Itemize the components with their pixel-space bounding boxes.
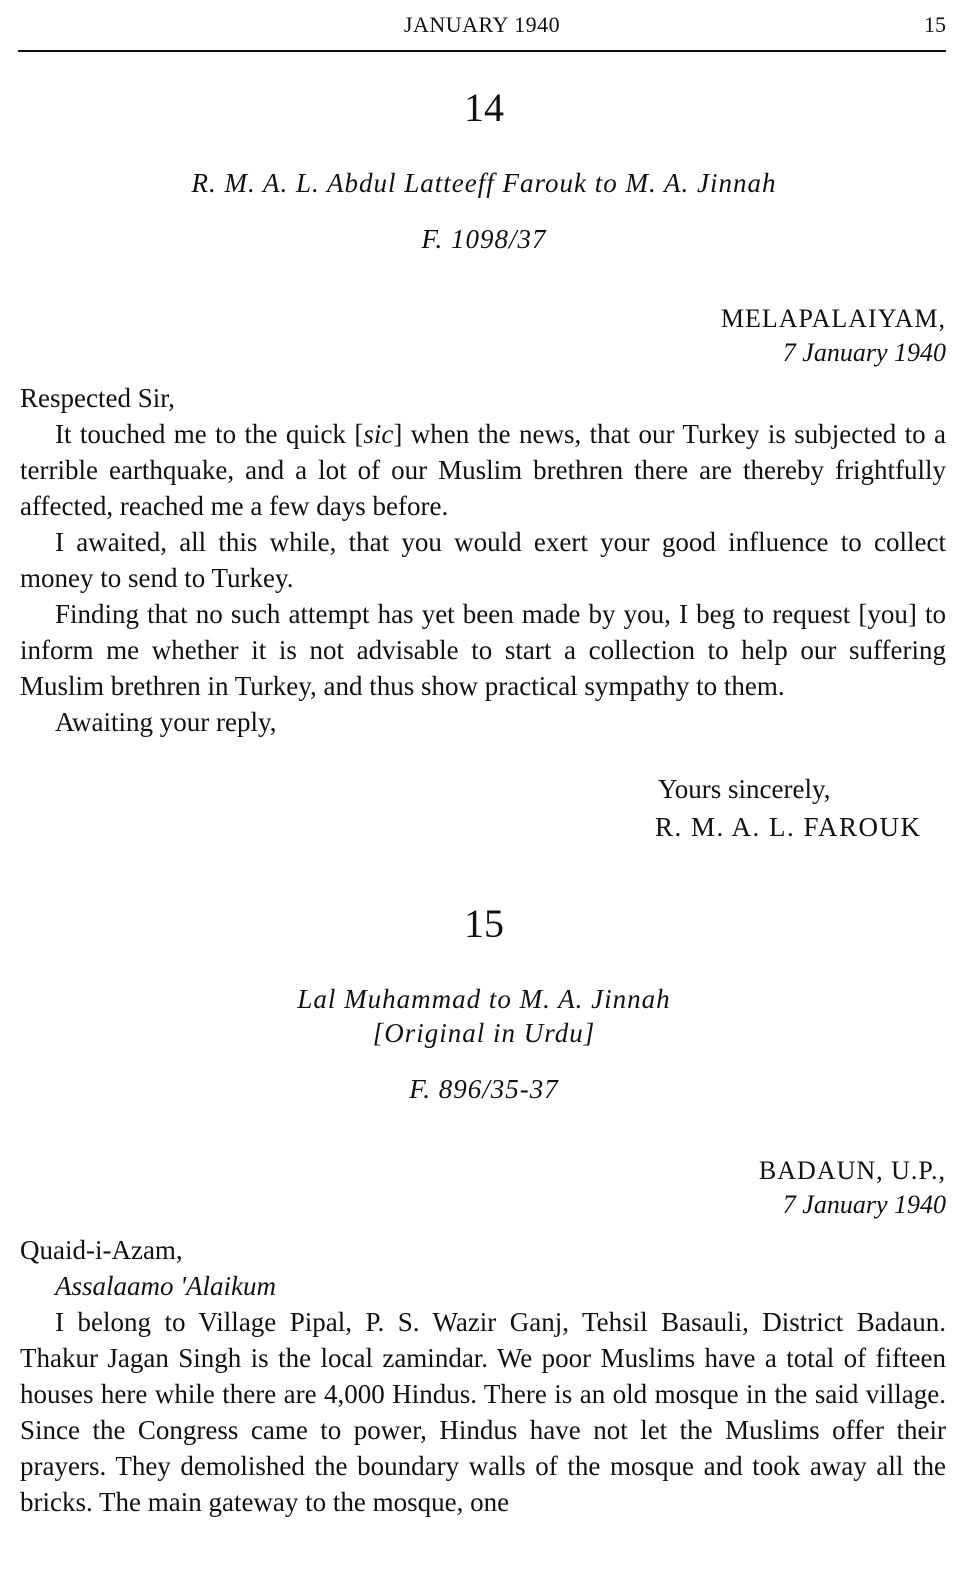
- closing-14: Yours sincerely,: [658, 774, 831, 804]
- document-number-15: 15: [464, 901, 504, 946]
- running-title: JANUARY 1940: [403, 12, 561, 37]
- letter-place-14: MELAPALAIYAM,: [720, 304, 946, 333]
- signature-14: R. M. A. L. FAROUK: [655, 812, 922, 842]
- page-number: 15: [924, 12, 946, 37]
- letter-date-14: 7 January 1940: [782, 338, 946, 367]
- paragraph-15-1: I belong to Village Pipal, P. S. Wazir Ganj, Tehsil Basauli, District Badaun. Thakur Jagan Singh is the local zamindar. We poor Muslims have a total of fifteen houses here while there are 4,000 Hindus. There is an old mosque in the said village. Since the Congress came to power, Hindus have not let the Muslims offer their prayers. They demolished the boundary walls of the mosque and took away all the bricks. The main gateway to the mosque, one: [20, 1307, 946, 1517]
- paragraph-14-1: It touched me to the quick [sic] when the news, that our Turkey is subjected to a terrible earthquake, and a lot of our Muslim brethren there are thereby frightfully affected, reached me a few days before.: [20, 419, 946, 521]
- letter-date-15: 7 January 1940: [782, 1190, 946, 1219]
- greeting-15: Assalaamo 'Alaikum: [55, 1271, 277, 1301]
- letter-body-14: [20, 380, 946, 740]
- paragraph-14-3: Finding that no such attempt has yet been made by you, I beg to request [you] to inform me whether it is not advisable to start a collection to help our suffering Muslim brethren in Turkey, and thus show practical sympathy to them.: [20, 599, 946, 701]
- letter-place-15: BADAUN, U.P.,: [758, 1156, 946, 1185]
- letter-heading-14: R. M. A. L. Abdul Latteeff Farouk to M. A. Jinnah: [191, 168, 777, 198]
- salutation-14: Respected Sir,: [20, 383, 175, 413]
- file-reference-15: F. 896/35-37: [409, 1074, 559, 1104]
- document-number-14: 14: [464, 85, 504, 130]
- paragraph-14-2: I awaited, all this while, that you would exert your good influence to collect money to send to Turkey.: [20, 527, 946, 593]
- salutation-15: Quaid-i-Azam,: [20, 1235, 183, 1265]
- running-header: [18, 10, 946, 52]
- letter-note-15: [Original in Urdu]: [372, 1018, 596, 1048]
- letter-body-15: [20, 1232, 946, 1520]
- letter-heading-15: Lal Muhammad to M. A. Jinnah: [297, 984, 671, 1014]
- file-reference-14: F. 1098/37: [421, 224, 547, 254]
- paragraph-14-4: Awaiting your reply,: [55, 707, 277, 737]
